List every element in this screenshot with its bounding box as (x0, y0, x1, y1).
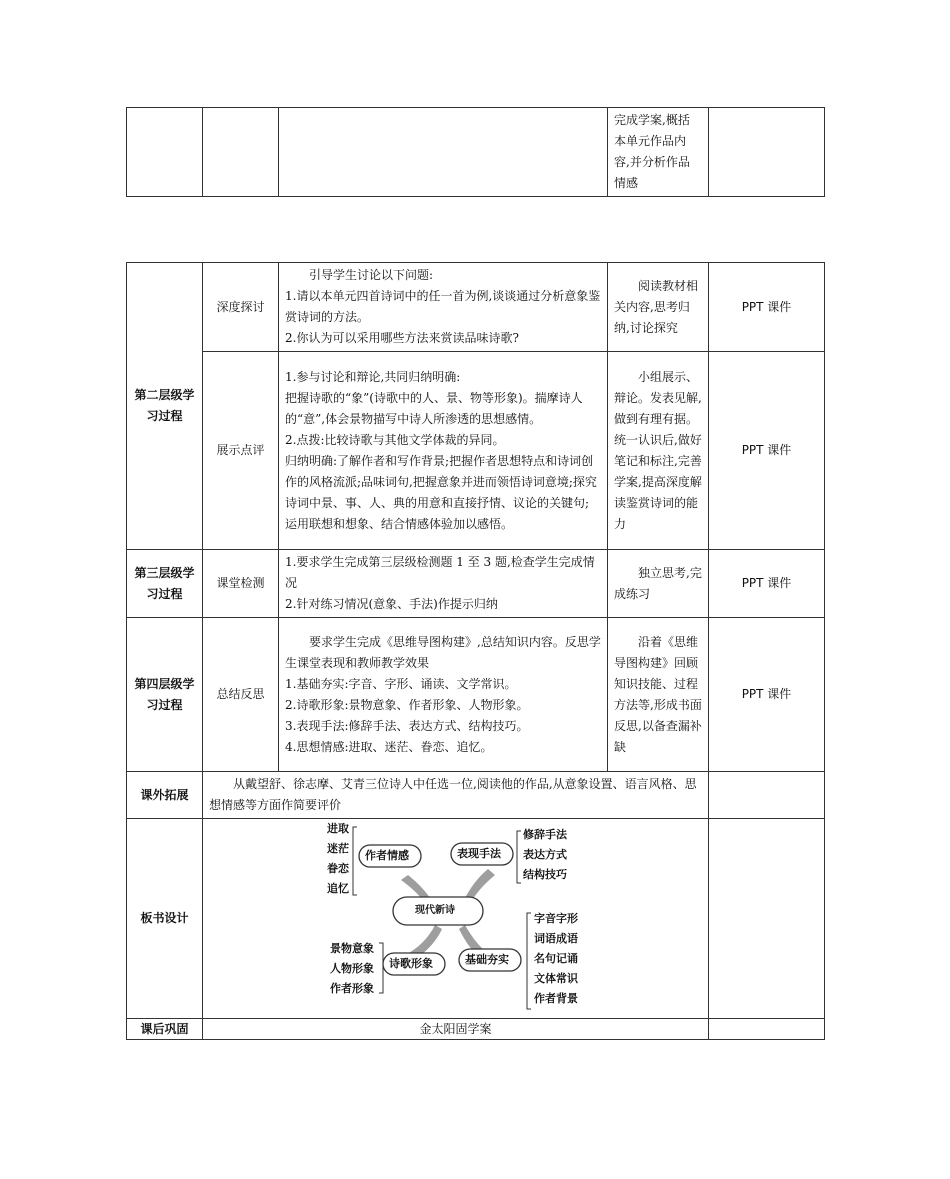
emotion-item: 眷恋 (327, 861, 349, 875)
image-bracket (379, 943, 383, 993)
technique-bracket (517, 831, 521, 883)
activity-cell (608, 108, 709, 197)
basic-item: 名句记诵 (534, 951, 578, 965)
activity-line: 本单元作品内 (614, 134, 687, 148)
technique-label: 表现手法 (457, 846, 501, 860)
emotion-item: 迷茫 (327, 841, 349, 855)
table-row (127, 550, 825, 618)
technique-item: 修辞手法 (523, 827, 567, 841)
resource-cell: PPT 课件 (709, 550, 825, 618)
board-cell (203, 819, 709, 1019)
activity-cell: 小组展示、辩论。发表见解,做到有理有据。统一认识后,做好笔记和标注,完善学案,提高深度解读鉴赏诗词的能力 (608, 352, 709, 550)
table-row (127, 772, 825, 819)
content-cell (279, 108, 608, 197)
content-cell: 金太阳固学案 (203, 1019, 709, 1040)
table-row (127, 352, 825, 550)
image-item: 作者形象 (330, 981, 374, 995)
content-line: 引导学生讨论以下问题: (309, 268, 434, 282)
table-row (127, 263, 825, 352)
content-cell (279, 618, 608, 772)
activity-line: 完成学案,概括 (614, 113, 690, 127)
emotion-bracket (353, 827, 357, 895)
content-line: 1.请以本单元四首诗词中的任一首为例,谈谈通过分析意象鉴赏诗词的方法。 (285, 289, 601, 324)
resource-cell: PPT 课件 (709, 618, 825, 772)
mindmap (203, 821, 708, 1017)
content-cell (279, 263, 608, 352)
emotion-item: 追忆 (327, 881, 349, 895)
step-cell: 深度探讨 (203, 263, 279, 352)
stage-cell: 课外拓展 (127, 772, 203, 819)
table-row (127, 108, 825, 197)
content-cell: 从戴望舒、徐志摩、艾青三位诗人中任选一位,阅读他的作品,从意象设置、语言风格、思想情感等方面作简要评价 (203, 772, 709, 819)
mindmap-branches (203, 821, 708, 1017)
content-line: 2.点拨:比较诗歌与其他文学体裁的异同。 (285, 432, 505, 447)
content-cell (279, 550, 608, 618)
stage-cell (127, 108, 203, 197)
content-line: 2.针对练习情况(意象、手法)作提示归纳 (285, 597, 498, 611)
resource-cell: PPT 课件 (709, 352, 825, 550)
table-row (127, 819, 825, 1019)
basic-item: 词语成语 (534, 931, 578, 945)
basic-bracket (527, 913, 531, 1009)
content-cell (279, 352, 608, 550)
table-row (127, 1019, 825, 1040)
activity-line: 容,并分析作品 (614, 155, 690, 169)
center-label: 现代新诗 (415, 904, 455, 916)
content-line: 归纳明确:了解作者和写作背景;把握作者思想特点和诗词创作的风格流派;品味词句,把握意象并进而领悟诗词意境;探究诗词中景、事、人、典的用意和直接抒情、议论的关键句;运用联想和想象、结合情感体验加以感悟。 (285, 453, 597, 531)
activity-line: 情感 (614, 176, 639, 190)
content-line: 要求学生完成《思维导图构建》,总结知识内容。反思学生课堂表现和教师教学效果 (285, 634, 601, 670)
stage-cell: 第二层级学习过程 (127, 263, 203, 550)
stage-cell: 板书设计 (127, 819, 203, 1019)
content-line: 2.你认为可以采用哪些方法来赏读品味诗歌? (285, 331, 519, 345)
stage-cell: 第四层级学习过程 (127, 618, 203, 772)
lesson-table (126, 262, 825, 1040)
content-line: 1.参与讨论和辩论,共同归纳明确: (285, 369, 461, 384)
step-cell (203, 108, 279, 197)
stage-cell: 第三层级学习过程 (127, 550, 203, 618)
technique-item: 表达方式 (523, 847, 567, 861)
content-line: 1.要求学生完成第三层级检测题 1 至 3 题,检查学生完成情况 (285, 555, 595, 590)
basic-item: 字音字形 (534, 911, 578, 925)
content-line: 2.诗歌形象:景物意象、作者形象、人物形象。 (285, 697, 529, 712)
content-line: 4.思想情感:进取、迷茫、眷恋、追忆。 (285, 739, 493, 754)
basic-item: 作者背景 (534, 991, 578, 1005)
image-item: 人物形象 (330, 961, 374, 975)
content-line: 1.基础夯实:字音、字形、诵读、文学常识。 (285, 676, 517, 691)
basic-item: 文体常识 (534, 971, 578, 985)
content-line: 3.表现手法:修辞手法、表达方式、结构技巧。 (285, 718, 529, 733)
resource-cell (709, 108, 825, 197)
activity-cell: 阅读教材相关内容,思考归纳,讨论探究 (608, 263, 709, 352)
step-cell: 课堂检测 (203, 550, 279, 618)
table-row (127, 618, 825, 772)
resource-cell (709, 772, 825, 819)
image-item: 景物意象 (330, 941, 374, 955)
emotion-label: 作者情感 (365, 848, 409, 862)
basic-label: 基础夯实 (465, 952, 509, 966)
stage-cell: 课后巩固 (127, 1019, 203, 1040)
resource-cell (709, 1019, 825, 1040)
resource-cell: PPT 课件 (709, 263, 825, 352)
content-line: 把握诗歌的“象”(诗歌中的人、景、物等形象)。揣摩诗人的“意”,体会景物描写中诗人所渗透的思想感情。 (285, 390, 583, 426)
resource-cell (709, 819, 825, 1019)
image-label: 诗歌形象 (389, 956, 433, 970)
activity-cell: 沿着《思维导图构建》回顾知识技能、过程方法等,形成书面反思,以备查漏补缺 (608, 618, 709, 772)
lesson-table-continued (126, 107, 825, 197)
step-cell: 总结反思 (203, 618, 279, 772)
technique-item: 结构技巧 (523, 867, 567, 881)
step-cell: 展示点评 (203, 352, 279, 550)
activity-cell: 独立思考,完成练习 (608, 550, 709, 618)
emotion-item: 进取 (327, 821, 349, 835)
